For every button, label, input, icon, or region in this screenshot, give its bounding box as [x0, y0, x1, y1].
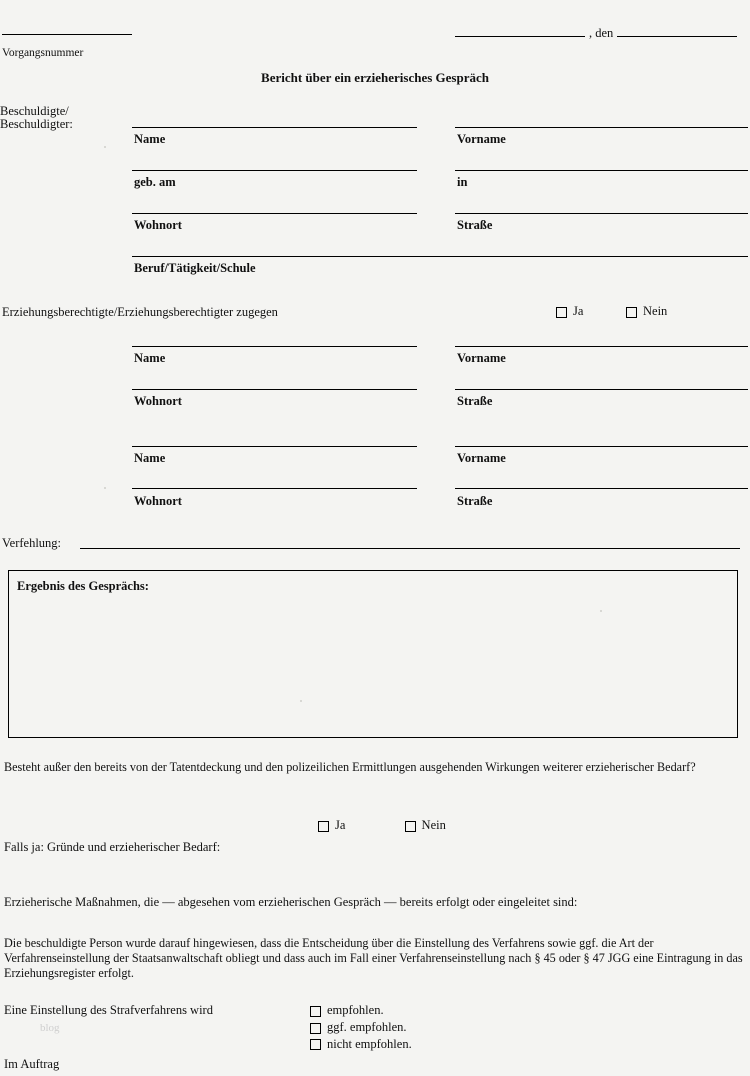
date-input[interactable] [617, 24, 737, 37]
further-need-no-label: Nein [421, 818, 446, 832]
place-date-row [455, 24, 750, 42]
guardian-present-no[interactable] [626, 304, 667, 319]
checkbox-icon[interactable] [318, 821, 329, 832]
checkbox-icon[interactable] [626, 307, 637, 318]
scan-speckle [104, 146, 106, 148]
guardian-present-yes-label: Ja [573, 304, 584, 318]
place-input[interactable] [455, 24, 585, 37]
scan-speckle [300, 700, 302, 702]
scan-speckle [600, 610, 602, 612]
recommendation-label: Eine Einstellung des Strafverfahrens wird [4, 1003, 213, 1017]
accused-birthplace-input[interactable] [455, 170, 748, 171]
accused-job-input[interactable] [132, 256, 748, 257]
accused-label-line2: Beschuldigter: [0, 117, 73, 131]
scan-speckle [104, 487, 106, 489]
accused-job-label: Beruf/Tätigkeit/Schule [134, 261, 256, 275]
guardian2-city-label: Wohnort [134, 494, 182, 508]
recommendation-option-0-label: empfohlen. [327, 1003, 384, 1017]
guardian2-vorname-label: Vorname [457, 451, 506, 465]
recommendation-option-1-label: ggf. empfohlen. [327, 1019, 407, 1034]
further-need-no[interactable] [405, 818, 446, 832]
further-need-yes[interactable] [318, 818, 345, 832]
guardian1-vorname-input[interactable] [455, 346, 748, 347]
verfehlung-label: Verfehlung: [2, 536, 62, 550]
notice-text: Die beschuldigte Person wurde darauf hingewiesen, dass die Entscheidung über die Einstellung des Verfahrens sowie ggf. die Art der Verfahrenseinstellung der Staatsanwaltschaft obliegt und dass auch im Fall einer Verfahrenseinstellung nach § 45 oder § 47 JGG eine Eintragung in das Erziehungsregister erfolgt. [4, 936, 743, 980]
guardian1-name-input[interactable] [132, 346, 417, 347]
checkbox-icon[interactable] [310, 1006, 321, 1017]
guardian1-name-label: Name [134, 351, 166, 365]
further-need-yes-label: Ja [335, 818, 346, 832]
accused-birthdate-label: geb. am [134, 175, 176, 189]
accused-vorname-input[interactable] [455, 127, 748, 128]
im-auftrag-label: Im Auftrag [4, 1057, 60, 1071]
verfehlung-input[interactable] [80, 548, 740, 549]
accused-name-input[interactable] [132, 127, 417, 128]
checkbox-icon[interactable] [556, 307, 567, 318]
checkbox-icon[interactable] [310, 1039, 321, 1050]
accused-street-label: Straße [457, 218, 493, 232]
recommendation-option-nicht-empfohlen[interactable] [310, 1036, 412, 1053]
guardian2-street-label: Straße [457, 494, 493, 508]
guardian-present-no-label: Nein [643, 304, 668, 318]
vorgangsnummer-input[interactable] [2, 34, 132, 35]
date-separator-label: , den [589, 26, 614, 40]
accused-birthdate-input[interactable] [132, 170, 417, 171]
falls-ja-label: Falls ja: Gründe und erzieherischer Bedarf: [4, 840, 221, 854]
guardian1-street-label: Straße [457, 394, 493, 408]
checkbox-icon[interactable] [405, 821, 416, 832]
guardian1-city-label: Wohnort [134, 394, 182, 408]
accused-name-label: Name [134, 132, 166, 146]
page-title: Bericht über ein erzieherisches Gespräch [261, 70, 489, 85]
recommendation-option-2-label: nicht empfohlen. [327, 1036, 412, 1051]
watermark: blog [40, 1022, 60, 1034]
guardian2-name-label: Name [134, 451, 166, 465]
guardian1-street-input[interactable] [455, 389, 748, 390]
guardian2-vorname-input[interactable] [455, 446, 748, 447]
checkbox-icon[interactable] [310, 1023, 321, 1034]
guardian1-city-input[interactable] [132, 389, 417, 390]
further-need-choices [318, 818, 446, 833]
accused-label-line1: Beschuldigte/ [0, 104, 69, 118]
accused-street-input[interactable] [455, 213, 748, 214]
guardian-present-yes[interactable] [556, 304, 583, 319]
accused-city-input[interactable] [132, 213, 417, 214]
ergebnis-label: Ergebnis des Gesprächs: [17, 579, 149, 593]
guardian1-vorname-label: Vorname [457, 351, 506, 365]
guardian2-street-input[interactable] [455, 488, 748, 489]
further-need-question: Besteht außer den bereits von der Tatentdeckung und den polizeilichen Ermittlungen ausgehenden Wirkungen weiterer erzieherischer Bedarf? [4, 760, 696, 774]
recommendation-option-ggf-empfohlen[interactable] [310, 1019, 412, 1036]
vorgangsnummer-label: Vorgangsnummer [2, 47, 84, 59]
massnahmen-label: Erzieherische Maßnahmen, die — abgesehen vom erzieherischen Gespräch — bereits erfolgt oder eingeleitet sind: [4, 895, 578, 909]
ergebnis-textarea[interactable] [8, 570, 738, 738]
guardian-present-question: Erziehungsberechtigte/Erziehungsberechtigter zugegen [2, 305, 278, 319]
accused-vorname-label: Vorname [457, 132, 506, 146]
accused-birthplace-label: in [457, 175, 468, 189]
guardian2-name-input[interactable] [132, 446, 417, 447]
recommendation-option-empfohlen[interactable] [310, 1002, 412, 1019]
recommendation-options [310, 1002, 412, 1053]
guardian2-city-input[interactable] [132, 488, 417, 489]
accused-city-label: Wohnort [134, 218, 182, 232]
